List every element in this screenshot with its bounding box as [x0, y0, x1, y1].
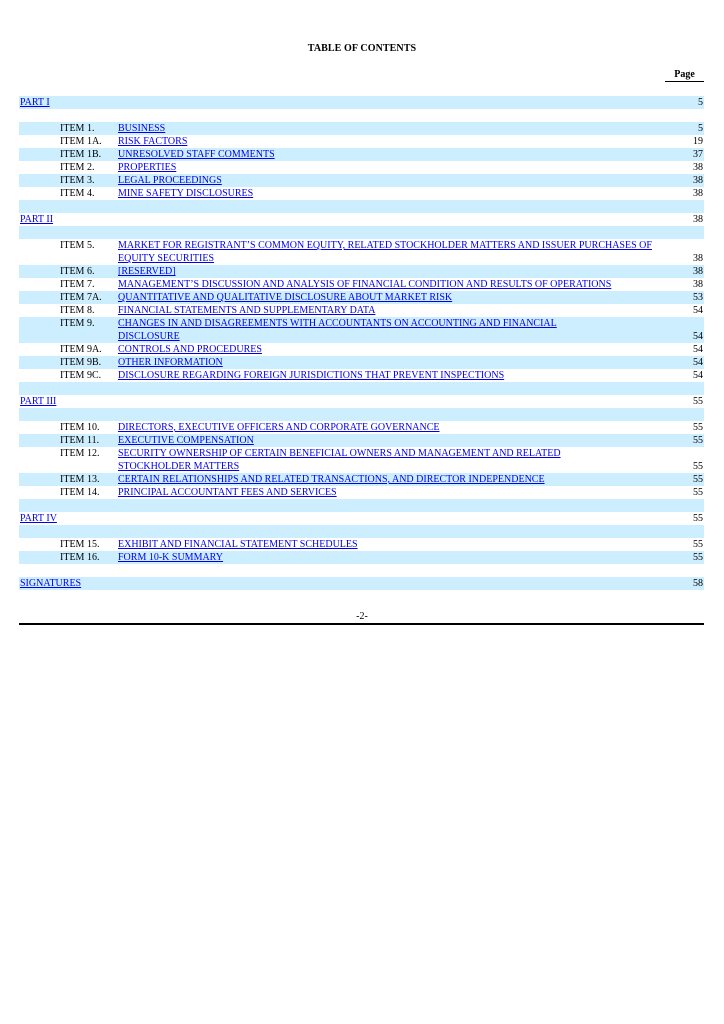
toc-part-row: [19, 512, 704, 525]
toc-item-row: [19, 161, 704, 174]
item-number: ITEM 5.: [60, 240, 95, 251]
toc-item-row: [19, 278, 704, 291]
table-of-contents: [19, 96, 704, 590]
item-link[interactable]: MANAGEMENT’S DISCUSSION AND ANALYSIS OF FINANCIAL CONDITION AND RESULTS OF OPERATIONS: [118, 279, 612, 290]
toc-item-row: [19, 239, 704, 265]
toc-item-row: [19, 551, 704, 564]
part-iii-link[interactable]: PART III: [20, 396, 57, 407]
item-number: ITEM 9C.: [60, 370, 102, 381]
item-number: ITEM 2.: [60, 162, 95, 173]
toc-item-row: [19, 486, 704, 499]
spacer: [19, 499, 704, 512]
item-link[interactable]: MARKET FOR REGISTRANT’S COMMON EQUITY, RELATED STOCKHOLDER MATTERS AND ISSUER PURCHASES OF EQUITY SECURITIES: [118, 240, 652, 264]
item-link[interactable]: [RESERVED]: [118, 266, 176, 277]
item-link[interactable]: FORM 10-K SUMMARY: [118, 552, 224, 563]
page-number: 19: [693, 136, 703, 147]
item-link[interactable]: CONTROLS AND PROCEDURES: [118, 344, 262, 355]
spacer: [19, 525, 704, 538]
toc-item-row: [19, 174, 704, 187]
toc-item-row: [19, 434, 704, 447]
part-i-link[interactable]: PART I: [20, 97, 50, 108]
page-number: 55: [693, 396, 703, 407]
page-number: 5: [698, 123, 703, 134]
toc-item-row: [19, 447, 704, 473]
toc-part-row: [19, 96, 704, 109]
item-number: ITEM 9A.: [60, 344, 102, 355]
page-number: 55: [693, 435, 703, 446]
toc-signatures-row: [19, 577, 704, 590]
page-number: 38: [693, 266, 703, 277]
item-link[interactable]: FINANCIAL STATEMENTS AND SUPPLEMENTARY DATA: [118, 305, 376, 316]
toc-item-row: [19, 356, 704, 369]
toc-item-row: [19, 343, 704, 356]
page-number: 53: [693, 292, 703, 303]
item-number: ITEM 10.: [60, 422, 100, 433]
page-column-header: Page: [665, 69, 704, 82]
item-number: ITEM 3.: [60, 175, 95, 186]
footer-rule: [19, 623, 704, 625]
item-number: ITEM 9B.: [60, 357, 102, 368]
page-number: 37: [693, 149, 703, 160]
page-number: 55: [693, 552, 703, 563]
toc-item-row: [19, 135, 704, 148]
item-link[interactable]: EXHIBIT AND FINANCIAL STATEMENT SCHEDULES: [118, 539, 358, 550]
spacer: [19, 564, 704, 577]
page-number: 54: [693, 344, 703, 355]
page-number: 38: [693, 188, 703, 199]
item-number: ITEM 16.: [60, 552, 100, 563]
toc-item-row: [19, 187, 704, 200]
item-link[interactable]: SECURITY OWNERSHIP OF CERTAIN BENEFICIAL OWNERS AND MANAGEMENT AND RELATED STOCKHOLDER MATTERS: [118, 448, 561, 472]
spacer: [19, 408, 704, 421]
item-link[interactable]: CHANGES IN AND DISAGREEMENTS WITH ACCOUNTANTS ON ACCOUNTING AND FINANCIAL DISCLOSURE: [118, 318, 557, 342]
footer-page-number: -2-: [356, 611, 368, 622]
page-number: 54: [693, 370, 703, 381]
part-ii-link[interactable]: PART II: [20, 214, 54, 225]
item-number: ITEM 6.: [60, 266, 95, 277]
page-number: 5: [698, 97, 703, 108]
signatures-link[interactable]: SIGNATURES: [20, 578, 82, 589]
item-number: ITEM 12.: [60, 448, 100, 459]
spacer: [19, 382, 704, 395]
page-number: 38: [693, 279, 703, 290]
item-link[interactable]: PRINCIPAL ACCOUNTANT FEES AND SERVICES: [118, 487, 337, 498]
spacer: [19, 109, 704, 122]
item-number: ITEM 7A.: [60, 292, 102, 303]
item-number: ITEM 7.: [60, 279, 95, 290]
item-link[interactable]: MINE SAFETY DISCLOSURES: [118, 188, 254, 199]
page-number: 58: [693, 578, 703, 589]
page-number: 55: [693, 487, 703, 498]
page-number: 55: [693, 539, 703, 550]
toc-item-row: [19, 369, 704, 382]
item-link[interactable]: QUANTITATIVE AND QUALITATIVE DISCLOSURE ABOUT MARKET RISK: [118, 292, 453, 303]
item-link[interactable]: EXECUTIVE COMPENSATION: [118, 435, 254, 446]
toc-item-row: [19, 304, 704, 317]
toc-item-row: [19, 148, 704, 161]
item-link[interactable]: PROPERTIES: [118, 162, 177, 173]
page-number: 55: [693, 422, 703, 433]
toc-item-row: [19, 421, 704, 434]
item-number: ITEM 13.: [60, 474, 100, 485]
part-iv-link[interactable]: PART IV: [20, 513, 57, 524]
toc-item-row: [19, 265, 704, 278]
item-link[interactable]: DIRECTORS, EXECUTIVE OFFICERS AND CORPORATE GOVERNANCE: [118, 422, 440, 433]
item-number: ITEM 14.: [60, 487, 100, 498]
page-number: 38: [693, 253, 703, 264]
spacer: [19, 200, 704, 213]
toc-item-row: [19, 473, 704, 486]
page-number: 38: [693, 175, 703, 186]
page-title: TABLE OF CONTENTS: [307, 43, 417, 54]
spacer: [19, 226, 704, 239]
item-link[interactable]: RISK FACTORS: [118, 136, 188, 147]
item-number: ITEM 1B.: [60, 149, 102, 160]
page-number: 55: [693, 461, 703, 472]
page-number: 38: [693, 214, 703, 225]
item-number: ITEM 9.: [60, 318, 95, 329]
item-number: ITEM 8.: [60, 305, 95, 316]
item-link[interactable]: DISCLOSURE REGARDING FOREIGN JURISDICTIONS THAT PREVENT INSPECTIONS: [118, 370, 505, 381]
item-number: ITEM 15.: [60, 539, 100, 550]
item-number: ITEM 4.: [60, 188, 95, 199]
page-number: 55: [693, 474, 703, 485]
toc-item-row: [19, 317, 704, 343]
toc-part-row: [19, 395, 704, 408]
toc-item-row: [19, 122, 704, 135]
item-link[interactable]: UNRESOLVED STAFF COMMENTS: [118, 149, 275, 160]
page-number: 54: [693, 331, 703, 342]
item-link[interactable]: OTHER INFORMATION: [118, 357, 223, 368]
item-link[interactable]: CERTAIN RELATIONSHIPS AND RELATED TRANSACTIONS, AND DIRECTOR INDEPENDENCE: [118, 474, 545, 485]
item-link[interactable]: LEGAL PROCEEDINGS: [118, 175, 222, 186]
page-number: 38: [693, 162, 703, 173]
item-number: ITEM 11.: [60, 435, 100, 446]
item-number: ITEM 1A.: [60, 136, 102, 147]
page-number: 55: [693, 513, 703, 524]
item-number: ITEM 1.: [60, 123, 95, 134]
page-number: 54: [693, 357, 703, 368]
item-link[interactable]: BUSINESS: [118, 123, 166, 134]
toc-item-row: [19, 291, 704, 304]
toc-item-row: [19, 538, 704, 551]
page-number: 54: [693, 305, 703, 316]
toc-part-row: [19, 213, 704, 226]
